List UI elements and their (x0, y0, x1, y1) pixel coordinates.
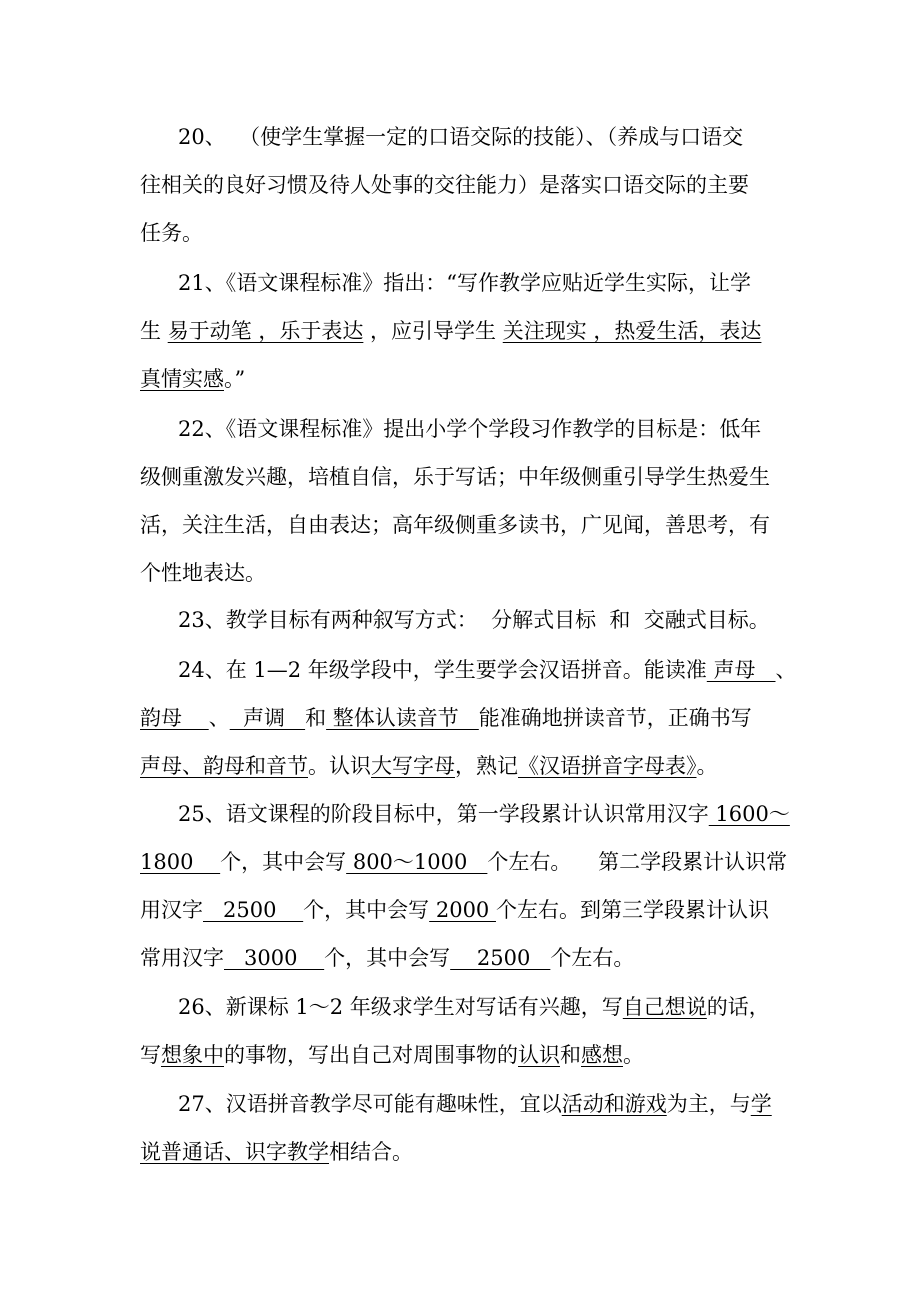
text-line (140, 462, 770, 492)
text-line (178, 655, 797, 685)
text-segment: 20、 （使学生掌握一定的口语交际的技能）、（养成与口语交 (178, 125, 744, 149)
text-segment: 个，其中会写 (324, 946, 451, 970)
underlined-answer: 1600～ (708, 802, 790, 826)
text-line (140, 847, 787, 877)
underlined-answer: 说普通话、识字教学 (140, 1140, 329, 1164)
underlined-answer: 《汉语拼音字母表》 (518, 754, 697, 778)
text-segment: 26、新课标 1～2 年级求学生对写话有兴趣，写 (178, 995, 623, 1019)
text-segment: 个左右。到第三学段累计认识 (495, 898, 769, 922)
underlined-answer: 关注现实 ，热爱生活，表达 (502, 319, 762, 343)
underlined-answer: 韵母 (140, 706, 209, 730)
underlined-answer: 自己想说 (622, 995, 707, 1019)
text-segment: 。 (696, 754, 718, 778)
underlined-answer: 2500 (203, 898, 304, 922)
text-segment: ，应引导学生 (363, 319, 503, 343)
text-segment: 和 (560, 1043, 581, 1067)
text-segment: 用汉字 (140, 898, 203, 922)
text-line (178, 414, 761, 444)
text-segment: 24、在 1—2 年级学段中，学生要学会汉语拼音。能读准 (178, 658, 707, 682)
underlined-answer: 活动和游戏 (561, 1092, 667, 1116)
text-segment: 23、教学目标有两种叙写方式： 分解式目标 和 交融式目标。 (178, 608, 770, 632)
text-segment: 。 (623, 1043, 644, 1067)
text-line (178, 605, 770, 635)
text-line (140, 751, 718, 781)
text-line (140, 943, 634, 973)
underlined-answer: 声母 (706, 658, 776, 682)
text-segment: 、 (208, 706, 230, 730)
underlined-answer: 800～1000 (346, 850, 488, 874)
underlined-answer: 大写字母 (371, 754, 455, 778)
text-line (140, 170, 749, 200)
text-line (140, 218, 203, 248)
underlined-answer: 声调 (229, 706, 306, 730)
text-segment: 写 (140, 1043, 161, 1067)
text-segment: 往相关的良好习惯及待人处事的交往能力）是落实口语交际的主要 (140, 173, 749, 197)
text-segment: 21、《语文课程标准》指出：“写作教学应贴近学生实际，让学 (178, 271, 751, 295)
underlined-answer: 3000 (224, 946, 325, 970)
text-segment: 个左右。 (550, 946, 635, 970)
text-segment: 为主，与 (666, 1092, 751, 1116)
text-segment: 活，关注生活，自由表达；高年级侧重多读书，广见闻，善思考，有 (140, 513, 770, 537)
text-segment: 能准确地拼读音节，正确书写 (478, 706, 752, 730)
underlined-answer: 2500 (450, 946, 551, 970)
underlined-answer: 1800 (140, 850, 221, 874)
text-line (140, 316, 761, 346)
text-segment: ，熟记 (455, 754, 518, 778)
underlined-answer: 学 (750, 1092, 772, 1116)
underlined-answer: 感想 (581, 1043, 623, 1067)
text-segment: 。认识 (308, 754, 371, 778)
text-segment: 22、《语文课程标准》提出小学个学段习作教学的目标是：低年 (178, 417, 762, 441)
text-line (178, 268, 751, 298)
text-segment: 的事物，写出自己对周围事物的 (224, 1043, 518, 1067)
text-segment: 相结合。 (329, 1140, 413, 1164)
underlined-answer: 整体认读音节 (326, 706, 479, 730)
underlined-answer: 声母、韵母和音节 (140, 754, 308, 778)
underlined-answer: 想象中 (161, 1043, 224, 1067)
text-segment: 和 (305, 706, 327, 730)
text-line (178, 799, 790, 829)
text-segment: 个，其中会写 (220, 850, 347, 874)
text-segment: 、 (775, 658, 797, 682)
text-segment: 个性地表达。 (140, 561, 266, 585)
text-line (140, 364, 245, 394)
text-segment: 27、汉语拼音教学尽可能有趣味性，宜以 (178, 1092, 562, 1116)
text-line (178, 992, 770, 1022)
text-line (140, 1137, 413, 1167)
text-line (178, 122, 743, 152)
text-segment: 25、语文课程的阶段目标中，第一学段累计认识常用汉字 (178, 802, 709, 826)
text-segment: 常用汉字 (140, 946, 224, 970)
text-segment: 任务。 (140, 221, 203, 245)
text-line (140, 1040, 644, 1070)
text-line (140, 895, 769, 925)
text-segment: 级侧重激发兴趣，培植自信，乐于写话；中年级侧重引导学生热爱生 (140, 465, 770, 489)
underlined-answer: 2000 (429, 898, 496, 922)
text-segment: 个，其中会写 (303, 898, 430, 922)
text-segment: 生 (140, 319, 168, 343)
underlined-answer: 易于动笔 ，乐于表达 (167, 319, 364, 343)
underlined-answer: 认识 (518, 1043, 560, 1067)
text-segment: 。” (224, 367, 246, 391)
text-line (140, 510, 770, 540)
text-segment: 的话， (706, 995, 770, 1019)
text-line (140, 558, 266, 588)
underlined-answer: 真情实感 (140, 367, 224, 391)
text-line (140, 703, 752, 733)
text-segment: 个左右。 第二学段累计认识常 (487, 850, 788, 874)
text-line (178, 1089, 772, 1119)
